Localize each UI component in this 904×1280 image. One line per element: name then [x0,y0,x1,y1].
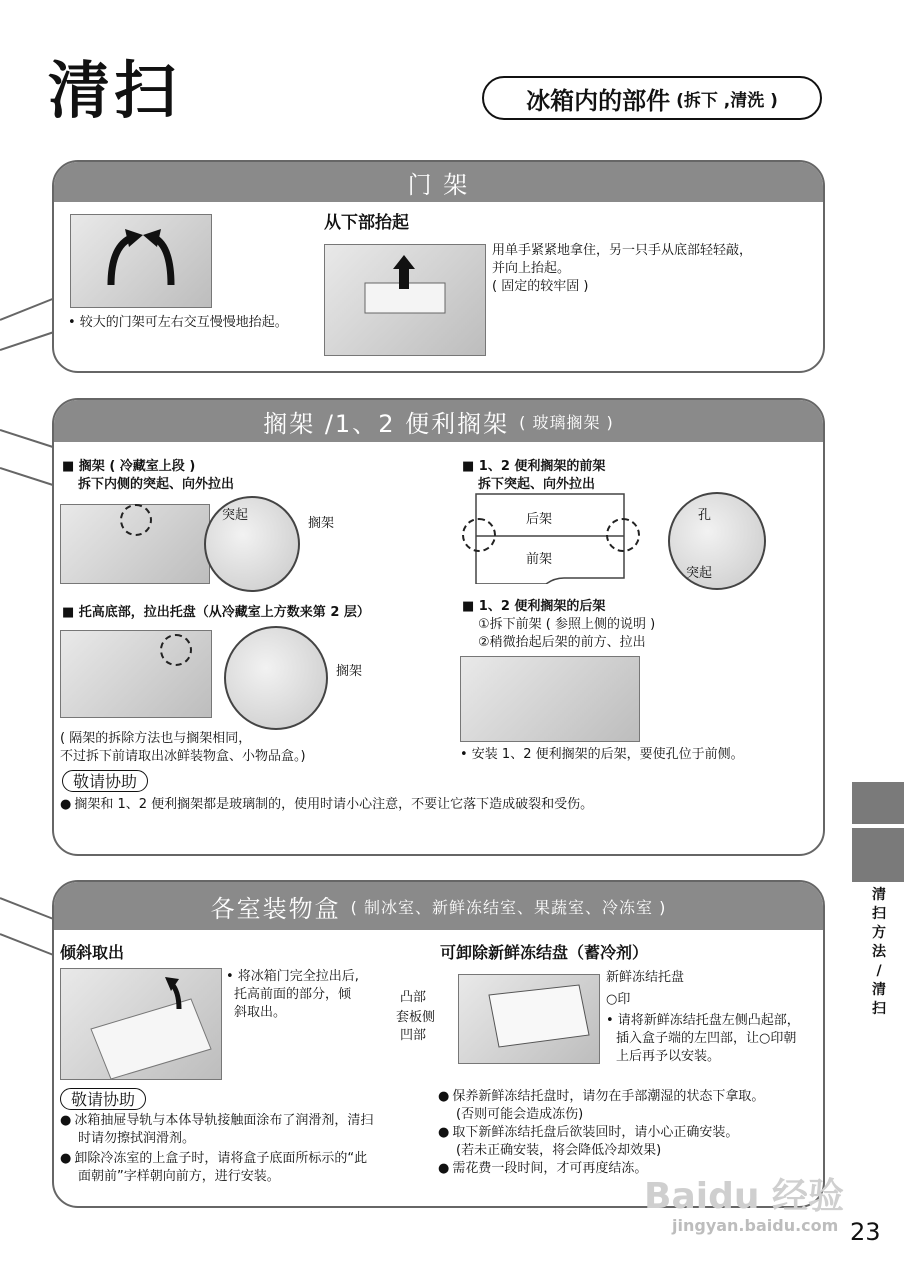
side-label: 清 扫 方 法 / 清 扫 [872,887,886,1017]
shelf-b-magnifier [224,626,328,730]
tilt-arrow-icon [61,969,221,1079]
door-rack-heading: 门 架 [54,162,823,202]
door-rack-section [52,160,825,373]
shelf-c-title-1: ■ 1、2 便利搁架的前架 [462,459,606,474]
tilt-text-3: 斜取出。 [234,1005,287,1020]
lift-arrow-icon [325,245,485,355]
shelf-c-title-2: 拆下突起、向外拉出 [478,477,596,492]
tilt-text-1: • 将冰箱门完全拉出后, [226,969,359,984]
shelf-b-title: ■ 托高底部，拉出托盘（从冷藏室上方数来第 2 层） [62,605,370,620]
boxes-right-bullet-2: ● 取下新鲜冻结托盘后欲装回时，请小心正确安装。 [438,1124,738,1142]
shelf-d-step-2: ②稍微抬起后架的前方、拉出 [478,635,646,650]
tray-label-side-1: 套板侧 [396,1010,436,1025]
partition-note-2: 不过拆下前请取出冰鲜装物盒、小物品盒。) [60,749,306,764]
tray-label-tray: 新鲜冻结托盘 [606,970,685,985]
shelf-a-dashed-circle [120,504,152,536]
shelf-install-note: • 安装 1、2 便利搁架的后架，要使孔位于前侧。 [460,747,744,762]
shelf-c-label-hou: 后架 [526,512,553,527]
tray-text-2: 插入盒子端的左凹部，让○印朝 [616,1031,797,1046]
boxes-left-bullet-2: ● 卸除冷冻室的上盒子时，请将盒子底面所标示的“此 [60,1150,367,1168]
tray-text-3: 上后再予以安装。 [616,1049,721,1064]
shelf-a-label-gejia: 搁架 [308,516,335,531]
shelf-a-title-1: ■ 搁架 ( 冷藏室上段 ) [62,459,196,474]
shelf-c-dashed-circle-left [462,518,496,552]
shelf-c-label-tuqi: 突起 [686,566,713,581]
shelf-d-photo [460,656,640,742]
side-tab-block-2 [852,828,904,882]
door-step-text-2: 并向上抬起。 [492,261,571,276]
shelf-c-dashed-circle-right [606,518,640,552]
tray-drawing [459,975,599,1063]
tilt-text-2: 托高前面的部分，倾 [234,987,352,1002]
tilt-title: 倾斜取出 [60,943,125,962]
page-title: 清扫 [48,54,181,127]
tray-label-mark: ○印 [606,992,631,1007]
tray-label-side-2: 凹部 [400,1028,427,1043]
shelf-section [52,398,825,856]
boxes-left-bullet-1b: 时请勿擦拭润滑剂。 [78,1131,196,1146]
tray-label-convex: 凸部 [400,990,427,1005]
boxes-left-bullet-1: ● 冰箱抽屉导轨与本体导轨接触面涂布了润滑剂，清扫 [60,1112,373,1130]
shelf-c-magnifier [668,492,766,590]
tray-photo [458,974,600,1064]
door-step-text-3: ( 固定的较牢固 ) [492,279,589,294]
header-title-pill [482,76,822,120]
shelf-c-label-kong: 孔 [698,508,712,523]
shelf-b-dashed-circle [160,634,192,666]
boxes-heading: 各室装物盒 ( 制冰室、新鲜冻结室、果蔬室、冷冻室 ) [54,882,823,930]
partition-note-1: ( 隔架的拆除方法也与搁架相同， [60,731,252,746]
tray-title: 可卸除新鲜冻结盘（蓄冷剂） [440,943,649,962]
watermark-url: jingyan.baidu.com [672,1216,839,1235]
shelf-a-label-tuqi: 突起 [222,508,249,523]
shelf-c-label-qian: 前架 [526,552,553,567]
side-tab-block-1 [852,782,904,824]
shelf-d-title-1: ■ 1、2 便利搁架的后架 [462,599,606,614]
boxes-right-bullet-1b: (否则可能会造成冻伤) [456,1107,584,1122]
page-number: 23 [850,1218,881,1246]
boxes-right-bullet-1: ● 保养新鲜冻结托盘时，请勿在手部潮湿的状态下拿取。 [438,1088,764,1106]
boxes-right-bullet-2b: (若未正确安装，将会降低冷却效果) [456,1143,662,1158]
door-rack-note: • 较大的门架可左右交互慢慢地抬起。 [68,315,288,330]
door-step-title: 从下部抬起 [324,213,409,233]
boxes-right-bullet-3: ● 需花费一段时间，才可再度结冻。 [438,1160,647,1178]
tray-text-1: • 请将新鲜冻结托盘左侧凸起部， [606,1013,800,1028]
shelf-warning: ● 搁架和 1、2 便利搁架都是玻璃制的，使用时请小心注意，不要让它落下造成破裂和受伤。 [60,796,593,814]
door-rack-photo-2 [324,244,486,356]
shelf-a-magnifier [204,496,300,592]
door-step-text-1: 用单手紧紧地拿住，另一只手从底部轻轻敲， [492,243,753,258]
tilt-photo [60,968,222,1080]
boxes-help-pill: 敬请协助 [60,1088,146,1110]
shelf-help-pill: 敬请协助 [62,770,148,792]
up-arrow-icon [71,215,211,307]
header-sub: (拆下 ,清洗 ) [676,90,778,111]
door-rack-photo-1 [70,214,212,308]
boxes-section [52,880,825,1208]
shelf-heading: 搁架 /1、2 便利搁架 ( 玻璃搁架 ) [54,400,823,442]
watermark-brand: Baidu 经验 [644,1176,845,1217]
shelf-d-step-1: ①拆下前架 ( 参照上侧的说明 ) [478,617,656,632]
shelf-b-label-gejia: 搁架 [336,664,363,679]
boxes-left-bullet-2b: 面朝前”字样朝向前方，进行安装。 [78,1169,280,1184]
shelf-a-title-2: 拆下内侧的突起、向外拉出 [78,477,235,492]
header-main: 冰箱内的部件 [526,86,671,115]
